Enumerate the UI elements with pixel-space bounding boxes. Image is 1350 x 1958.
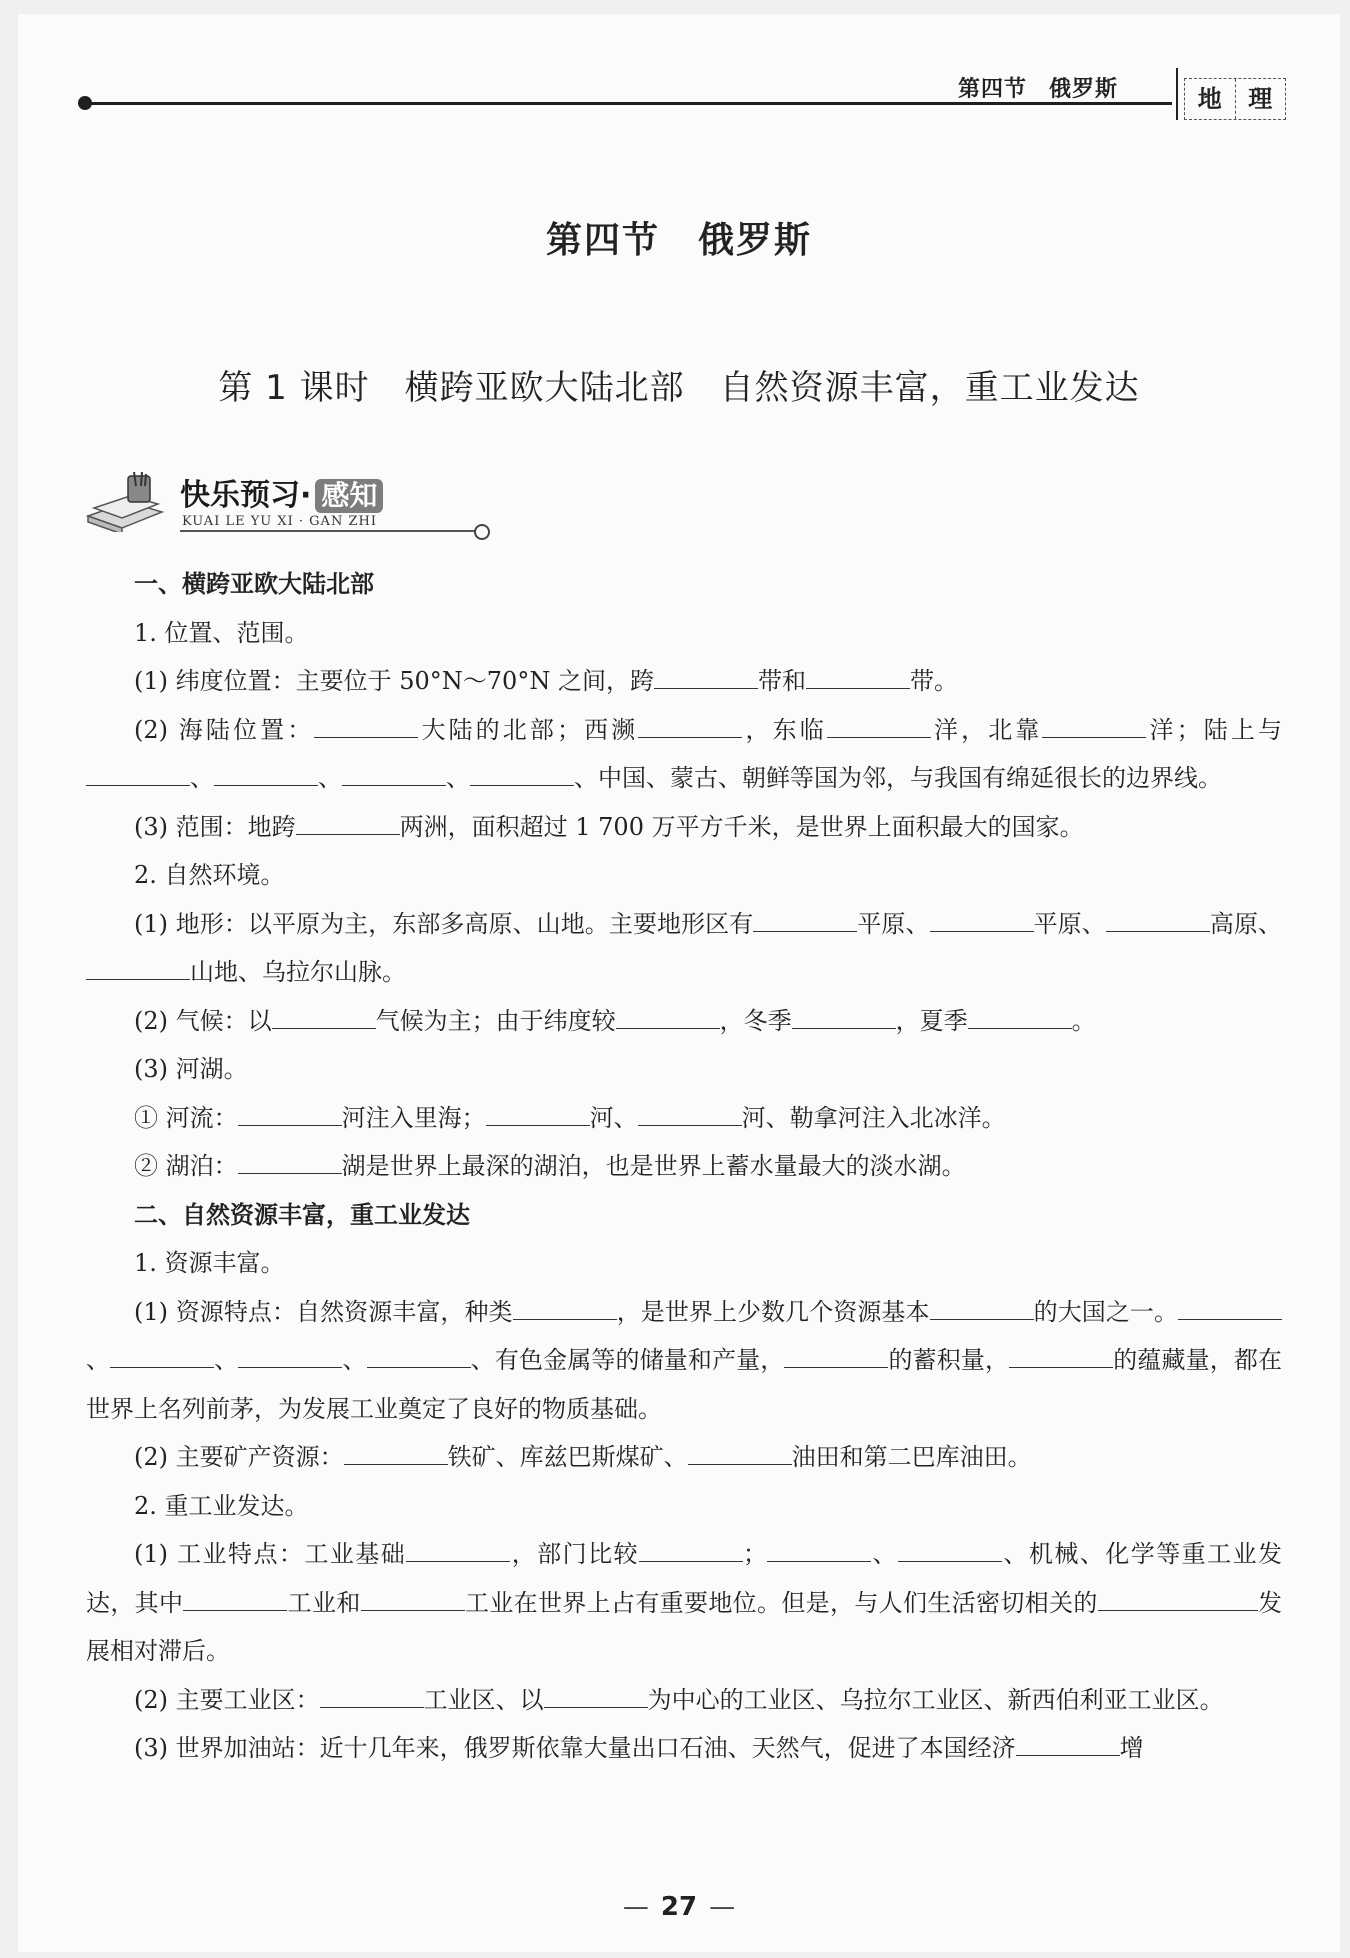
answer-blank[interactable] <box>1098 1588 1258 1611</box>
answer-blank[interactable] <box>272 1006 376 1029</box>
banner-circle <box>474 524 490 540</box>
answer-blank[interactable] <box>486 1103 590 1126</box>
answer-blank[interactable] <box>898 1539 1002 1562</box>
exercise-text: (3) 河湖。 <box>134 1055 248 1083</box>
exercise-line <box>86 609 1282 658</box>
exercise-body <box>86 560 1282 1773</box>
exercise-line <box>86 1288 1282 1434</box>
exercise-line <box>86 997 1282 1046</box>
exercise-line <box>86 657 1282 706</box>
exercise-text: (2) 主要矿产资源： <box>134 1443 344 1471</box>
exercise-text: 铁矿、库兹巴斯煤矿、 <box>447 1443 688 1471</box>
answer-blank[interactable] <box>1009 1345 1113 1368</box>
page-number: — 27 — <box>622 1892 736 1922</box>
exercise-text: ，夏季 <box>895 1006 968 1035</box>
exercise-text: 、 <box>214 1346 239 1374</box>
exercise-text: 洋，北靠 <box>930 715 1043 744</box>
exercise-text: 带和 <box>757 667 806 695</box>
answer-blank[interactable] <box>344 1442 448 1465</box>
answer-blank[interactable] <box>753 909 857 932</box>
lesson-subtitle: 第 1 课时 横跨亚欧大陆北部 自然资源丰富，重工业发达 <box>218 368 1140 408</box>
exercise-line <box>86 1045 1282 1094</box>
answer-blank[interactable] <box>367 1345 471 1368</box>
section-heading: 一、横跨亚欧大陆北部 <box>134 570 374 598</box>
section-banner <box>84 466 424 542</box>
exercise-text: 油田和第二巴库油田。 <box>791 1443 1032 1471</box>
exercise-text: ，冬季 <box>719 1006 792 1035</box>
answer-blank[interactable] <box>1042 715 1146 738</box>
exercise-line <box>86 900 1282 997</box>
exercise-text: 2. 自然环境。 <box>134 861 285 889</box>
exercise-text: (1) 地形：以平原为主，东部多高原、山地。主要地形区有 <box>134 909 754 938</box>
exercise-line <box>86 1482 1282 1531</box>
banner-main-text: 快乐预习· <box>180 478 312 513</box>
banner-pinyin: KUAI LE YU XI · GAN ZHI <box>182 514 377 529</box>
exercise-line <box>86 1676 1282 1725</box>
exercise-text: (1) 资源特点：自然资源丰富，种类 <box>134 1297 513 1326</box>
exercise-text: 、 <box>871 1540 898 1568</box>
running-header <box>958 72 1140 103</box>
exercise-text: ，部门比较 <box>510 1540 640 1568</box>
exercise-text: 平原、 <box>1033 909 1106 938</box>
exercise-text: 发展相对滞后。 <box>86 1588 1283 1665</box>
exercise-text: 山地、乌拉尔山脉。 <box>190 958 406 986</box>
answer-blank[interactable] <box>1106 909 1210 932</box>
subject-char-1: 地 <box>1197 84 1222 113</box>
answer-blank[interactable] <box>930 909 1034 932</box>
answer-blank[interactable] <box>470 763 574 786</box>
exercise-text: 、 <box>190 764 214 792</box>
exercise-text: ，是世界上少数几个资源基本 <box>616 1297 930 1326</box>
answer-blank[interactable] <box>406 1539 510 1562</box>
exercise-text: 1. 位置、范围。 <box>134 618 309 647</box>
exercise-text: 两洲，面积超过 1 700 万平方千米，是世界上面积最大的国家。 <box>399 812 1084 841</box>
answer-blank[interactable] <box>320 1685 424 1708</box>
header-section: 第四节 <box>958 76 1028 102</box>
answer-blank[interactable] <box>639 1539 743 1562</box>
exercise-line <box>86 1142 1282 1191</box>
answer-blank[interactable] <box>638 1103 742 1126</box>
answer-blank[interactable] <box>654 666 758 689</box>
exercise-text: (2) 主要工业区： <box>134 1685 320 1714</box>
exercise-text: (3) 范围：地跨 <box>134 812 296 841</box>
answer-blank[interactable] <box>238 1345 342 1368</box>
exercise-line <box>86 803 1282 852</box>
exercise-text: 高原、 <box>1209 909 1283 938</box>
exercise-line <box>86 1530 1282 1676</box>
exercise-text: 带。 <box>909 667 958 695</box>
answer-blank[interactable] <box>183 1588 287 1611</box>
answer-blank[interactable] <box>342 763 446 786</box>
exercise-text: 、有色金属等的储量和产量， <box>470 1346 785 1374</box>
exercise-text: 、 <box>318 764 342 792</box>
answer-blank[interactable] <box>806 666 910 689</box>
banner-title <box>180 470 383 514</box>
answer-blank[interactable] <box>930 1297 1034 1320</box>
books-pencil-icon <box>84 472 166 532</box>
exercise-text: 、 <box>446 764 470 792</box>
textbook-page <box>18 14 1340 1952</box>
exercise-text: (1) 工业特点：工业基础 <box>134 1540 407 1568</box>
answer-blank[interactable] <box>214 763 318 786</box>
exercise-text: 、 <box>86 1346 111 1374</box>
exercise-line <box>86 1724 1282 1773</box>
answer-blank[interactable] <box>1178 1297 1282 1320</box>
exercise-text: (3) 世界加油站：近十几年来，俄罗斯依靠大量出口石油、天然气，促进了本国经济 <box>134 1734 1016 1762</box>
exercise-line <box>86 851 1282 900</box>
exercise-text: (2) 海陆位置： <box>134 715 315 744</box>
answer-blank[interactable] <box>827 715 931 738</box>
header-country: 俄罗斯 <box>1049 76 1119 102</box>
exercise-text: 。 <box>1071 1006 1096 1035</box>
banner-tag: 感知 <box>315 479 383 513</box>
exercise-text: ； <box>743 1540 768 1568</box>
exercise-text: 大陆的北部；西濒 <box>418 715 639 744</box>
exercise-text: 为中心的工业区、乌拉尔工业区、新西伯利亚工业区。 <box>647 1685 1224 1714</box>
answer-blank[interactable] <box>238 1103 342 1126</box>
exercise-text: 河、 <box>589 1103 638 1132</box>
answer-blank[interactable] <box>110 1345 214 1368</box>
banner-underline <box>180 530 476 532</box>
exercise-text: ，东临 <box>742 715 827 744</box>
answer-blank[interactable] <box>544 1685 648 1708</box>
exercise-text: 、中国、蒙古、朝鲜等国为邻，与我国有绵延很长的边界线。 <box>574 764 1222 792</box>
exercise-text: ② 湖泊： <box>134 1152 238 1180</box>
answer-blank[interactable] <box>238 1151 342 1174</box>
answer-blank[interactable] <box>86 763 190 786</box>
exercise-text: 、 <box>342 1346 367 1374</box>
page-number-value: 27 <box>660 1892 698 1922</box>
exercise-text: 2. 重工业发达。 <box>134 1491 309 1520</box>
answer-blank[interactable] <box>688 1442 792 1465</box>
exercise-line <box>86 1094 1282 1143</box>
exercise-text: 1. 资源丰富。 <box>134 1249 285 1277</box>
exercise-text: 的大国之一。 <box>1033 1297 1179 1326</box>
answer-blank[interactable] <box>296 812 400 835</box>
exercise-text: (1) 纬度位置：主要位于 50°N～70°N 之间，跨 <box>134 667 654 695</box>
exercise-text: 洋；陆上与 <box>1146 715 1283 744</box>
exercise-text: 增 <box>1119 1734 1144 1762</box>
exercise-line <box>86 1239 1282 1288</box>
exercise-text: 河注入里海； <box>341 1103 486 1132</box>
answer-blank[interactable] <box>616 1006 720 1029</box>
exercise-text: ① 河流： <box>134 1103 238 1132</box>
subject-label <box>1184 78 1286 120</box>
answer-blank[interactable] <box>361 1588 465 1611</box>
exercise-text: 、机械、化学等重工业发达，其中 <box>86 1540 1283 1617</box>
exercise-text: (2) 气候：以 <box>134 1006 272 1035</box>
exercise-text: 工业区、以 <box>423 1685 544 1714</box>
exercise-line <box>86 706 1282 803</box>
answer-blank[interactable] <box>784 1345 888 1368</box>
header-divider <box>1176 68 1178 120</box>
answer-blank[interactable] <box>767 1539 871 1562</box>
answer-blank[interactable] <box>968 1006 1072 1029</box>
answer-blank[interactable] <box>513 1297 617 1320</box>
page-title: 第四节 俄罗斯 <box>545 220 812 261</box>
exercise-text: 工业和 <box>287 1588 361 1617</box>
exercise-line <box>86 1433 1282 1482</box>
answer-blank[interactable] <box>638 715 742 738</box>
answer-blank[interactable] <box>1016 1733 1120 1756</box>
exercise-text: 平原、 <box>857 909 930 938</box>
answer-blank[interactable] <box>86 957 190 980</box>
exercise-text: 的蓄积量， <box>888 1346 1010 1374</box>
exercise-text: 河、勒拿河注入北冰洋。 <box>741 1103 1006 1132</box>
answer-blank[interactable] <box>792 1006 896 1029</box>
exercise-text: 工业在世界上占有重要地位。但是，与人们生活密切相关的 <box>464 1588 1098 1617</box>
subject-char-2: 理 <box>1235 79 1286 119</box>
exercise-text: 的蕴藏量，都在世界上名列前茅，为发展工业奠定了良好的物质基础。 <box>86 1346 1282 1423</box>
section-heading: 二、自然资源丰富，重工业发达 <box>134 1200 470 1229</box>
answer-blank[interactable] <box>314 715 418 738</box>
exercise-text: 气候为主；由于纬度较 <box>375 1006 616 1035</box>
exercise-text: 湖是世界上最深的湖泊，也是世界上蓄水量最大的淡水湖。 <box>341 1152 966 1180</box>
